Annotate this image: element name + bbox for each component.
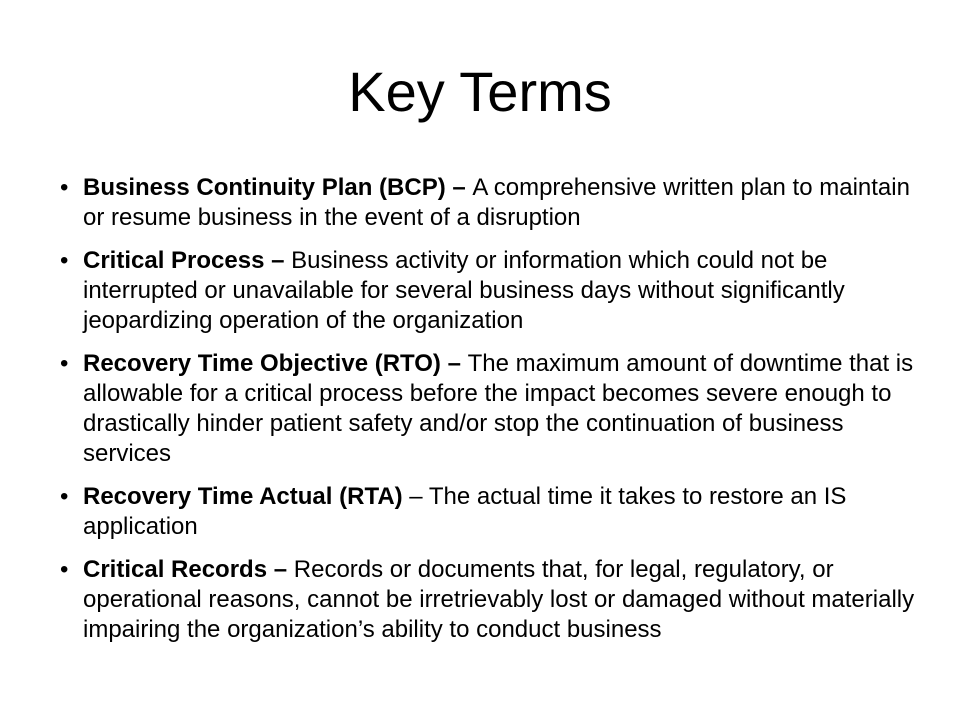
- term-name: Business Continuity Plan (BCP): [83, 174, 446, 201]
- term-separator: –: [440, 350, 468, 377]
- term-definition: Business activity or information which could not be interrupted or unavailable for several business days without significantly jeopardizing operation of the organization: [83, 247, 845, 334]
- term-name: Critical Records: [83, 556, 268, 583]
- term-definition: The maximum amount of downtime that is allowable for a critical process before the impact becomes severe enough to drastically hinder patient safety and/or stop the continuation of business services: [83, 350, 914, 467]
- bullet-icon: •: [60, 556, 69, 583]
- term-name: Recovery Time Actual (RTA): [83, 483, 403, 510]
- bullet-icon: •: [60, 350, 69, 377]
- term-item-bcp: [60, 173, 915, 233]
- term-name: Critical Process: [83, 247, 265, 274]
- term-separator: –: [402, 483, 429, 510]
- slide-title: Key Terms: [348, 60, 612, 123]
- term-definition: The actual time it takes to restore an IS application: [83, 483, 847, 540]
- term-separator: –: [445, 174, 473, 201]
- term-item-critical-process: [60, 246, 915, 336]
- term-item-rta: [60, 482, 915, 542]
- term-definition: Records or documents that, for legal, regulatory, or operational reasons, cannot be irretrievably lost or damaged without materially impairing the organization’s ability to conduct business: [83, 556, 915, 643]
- term-separator: –: [267, 556, 294, 583]
- term-item-rto: [60, 349, 915, 469]
- term-name: Recovery Time Objective (RTO): [83, 350, 441, 377]
- bullet-icon: •: [60, 483, 69, 510]
- term-separator: –: [264, 247, 292, 274]
- bullet-icon: •: [60, 174, 69, 201]
- key-terms-list: [60, 173, 915, 658]
- term-item-critical-records: [60, 555, 915, 645]
- term-definition: A comprehensive written plan to maintain or resume business in the event of a disruption: [83, 174, 910, 231]
- bullet-icon: •: [60, 247, 69, 274]
